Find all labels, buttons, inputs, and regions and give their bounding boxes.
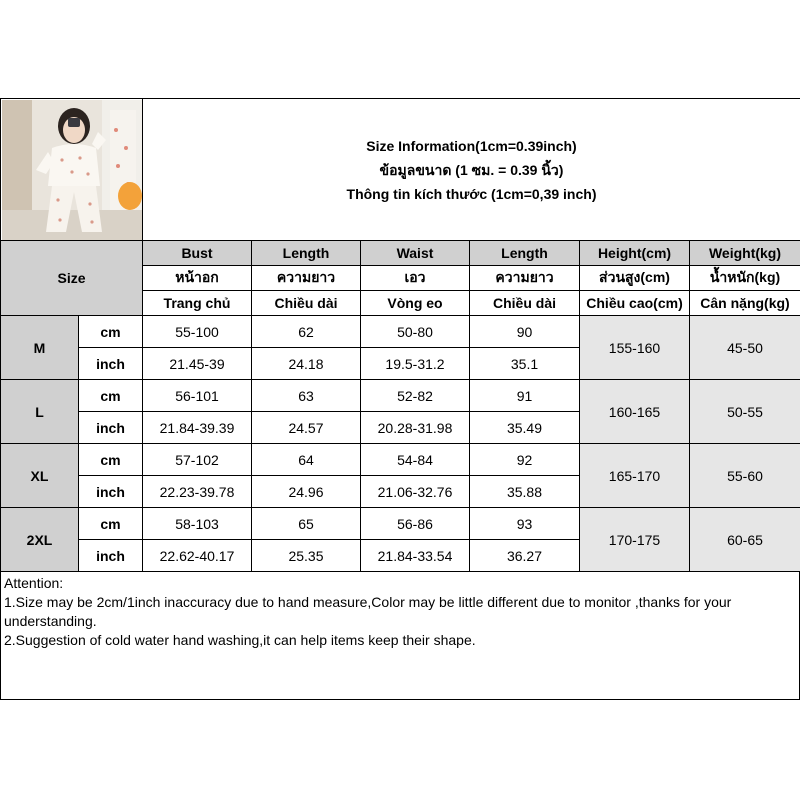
table-row: [1, 444, 800, 476]
pants-length-cm: 91: [470, 380, 580, 412]
pants-length-cm: 90: [470, 316, 580, 348]
title-cell: [143, 99, 800, 241]
header-weight-th: น้ำหนัก(kg): [690, 266, 800, 291]
header-waist-en: Waist: [361, 241, 470, 266]
length-inch: 24.57: [252, 412, 361, 444]
waist-inch: 19.5-31.2: [361, 348, 470, 380]
header-pants-length-th: ความยาว: [470, 266, 580, 291]
waist-cm: 56-86: [361, 508, 470, 540]
bust-cm: 55-100: [143, 316, 252, 348]
header-height-en: Height(cm): [580, 241, 690, 266]
length-cm: 65: [252, 508, 361, 540]
header-height-vi: Chiều cao(cm): [580, 291, 690, 316]
height-range: 155-160: [580, 316, 690, 380]
size-chart: [0, 98, 800, 700]
notes-line-1: 1.Size may be 2cm/1inch inaccuracy due to hand measure,Color may be little different due to monitor ,thanks for your understanding.: [4, 594, 732, 629]
length-inch: 24.96: [252, 476, 361, 508]
pants-length-cm: 93: [470, 508, 580, 540]
unit-inch: inch: [79, 540, 143, 572]
unit-inch: inch: [79, 348, 143, 380]
bust-cm: 57-102: [143, 444, 252, 476]
length-cm: 62: [252, 316, 361, 348]
bust-inch: 22.23-39.78: [143, 476, 252, 508]
unit-cm: cm: [79, 444, 143, 476]
weight-range: 60-65: [690, 508, 800, 572]
length-inch: 25.35: [252, 540, 361, 572]
unit-inch: inch: [79, 412, 143, 444]
length-cm: 64: [252, 444, 361, 476]
bust-cm: 58-103: [143, 508, 252, 540]
header-waist-vi: Vòng eo: [361, 291, 470, 316]
bust-inch: 22.62-40.17: [143, 540, 252, 572]
unit-inch: inch: [79, 476, 143, 508]
bust-inch: 21.45-39: [143, 348, 252, 380]
header-pants-length-vi: Chiều dài: [470, 291, 580, 316]
weight-range: 55-60: [690, 444, 800, 508]
pants-length-inch: 35.1: [470, 348, 580, 380]
bust-cm: 56-101: [143, 380, 252, 412]
header-bust-vi: Trang chủ: [143, 291, 252, 316]
header-top-length-th: ความยาว: [252, 266, 361, 291]
pants-length-cm: 92: [470, 444, 580, 476]
weight-range: 45-50: [690, 316, 800, 380]
waist-cm: 54-84: [361, 444, 470, 476]
size-name: L: [1, 380, 79, 444]
header-bust-en: Bust: [143, 241, 252, 266]
header-top-length-en: Length: [252, 241, 361, 266]
size-label: Size: [1, 241, 143, 316]
product-photo-cell: [1, 99, 143, 241]
waist-inch: 21.06-32.76: [361, 476, 470, 508]
size-name: 2XL: [1, 508, 79, 572]
height-range: 165-170: [580, 444, 690, 508]
table-row: [1, 316, 800, 348]
bust-inch: 21.84-39.39: [143, 412, 252, 444]
waist-inch: 20.28-31.98: [361, 412, 470, 444]
title-vietnamese: Thông tin kích thước (1cm=0,39 inch): [346, 185, 597, 202]
waist-cm: 50-80: [361, 316, 470, 348]
size-table: [0, 98, 800, 572]
unit-cm: cm: [79, 508, 143, 540]
length-cm: 63: [252, 380, 361, 412]
size-name: XL: [1, 444, 79, 508]
table-row: [1, 508, 800, 540]
height-range: 160-165: [580, 380, 690, 444]
height-range: 170-175: [580, 508, 690, 572]
header-weight-en: Weight(kg): [690, 241, 800, 266]
product-photo: [2, 100, 142, 240]
pants-length-inch: 36.27: [470, 540, 580, 572]
title-thai: ข้อมูลขนาด (1 ซม. = 0.39 นิ้ว): [379, 161, 564, 178]
size-name: M: [1, 316, 79, 380]
length-inch: 24.18: [252, 348, 361, 380]
pants-length-inch: 35.88: [470, 476, 580, 508]
header-waist-th: เอว: [361, 266, 470, 291]
waist-cm: 52-82: [361, 380, 470, 412]
header-top-length-vi: Chiều dài: [252, 291, 361, 316]
waist-inch: 21.84-33.54: [361, 540, 470, 572]
attention-notes: [0, 572, 800, 700]
notes-line-2: 2.Suggestion of cold water hand washing,it can help items keep their shape.: [4, 632, 476, 648]
header-bust-th: หน้าอก: [143, 266, 252, 291]
title-english: Size Information(1cm=0.39inch): [366, 137, 577, 154]
header-height-th: ส่วนสูง(cm): [580, 266, 690, 291]
weight-range: 50-55: [690, 380, 800, 444]
notes-heading: Attention:: [4, 575, 64, 591]
pants-length-inch: 35.49: [470, 412, 580, 444]
header-pants-length-en: Length: [470, 241, 580, 266]
unit-cm: cm: [79, 316, 143, 348]
unit-cm: cm: [79, 380, 143, 412]
table-row: [1, 380, 800, 412]
header-weight-vi: Cân nặng(kg): [690, 291, 800, 316]
